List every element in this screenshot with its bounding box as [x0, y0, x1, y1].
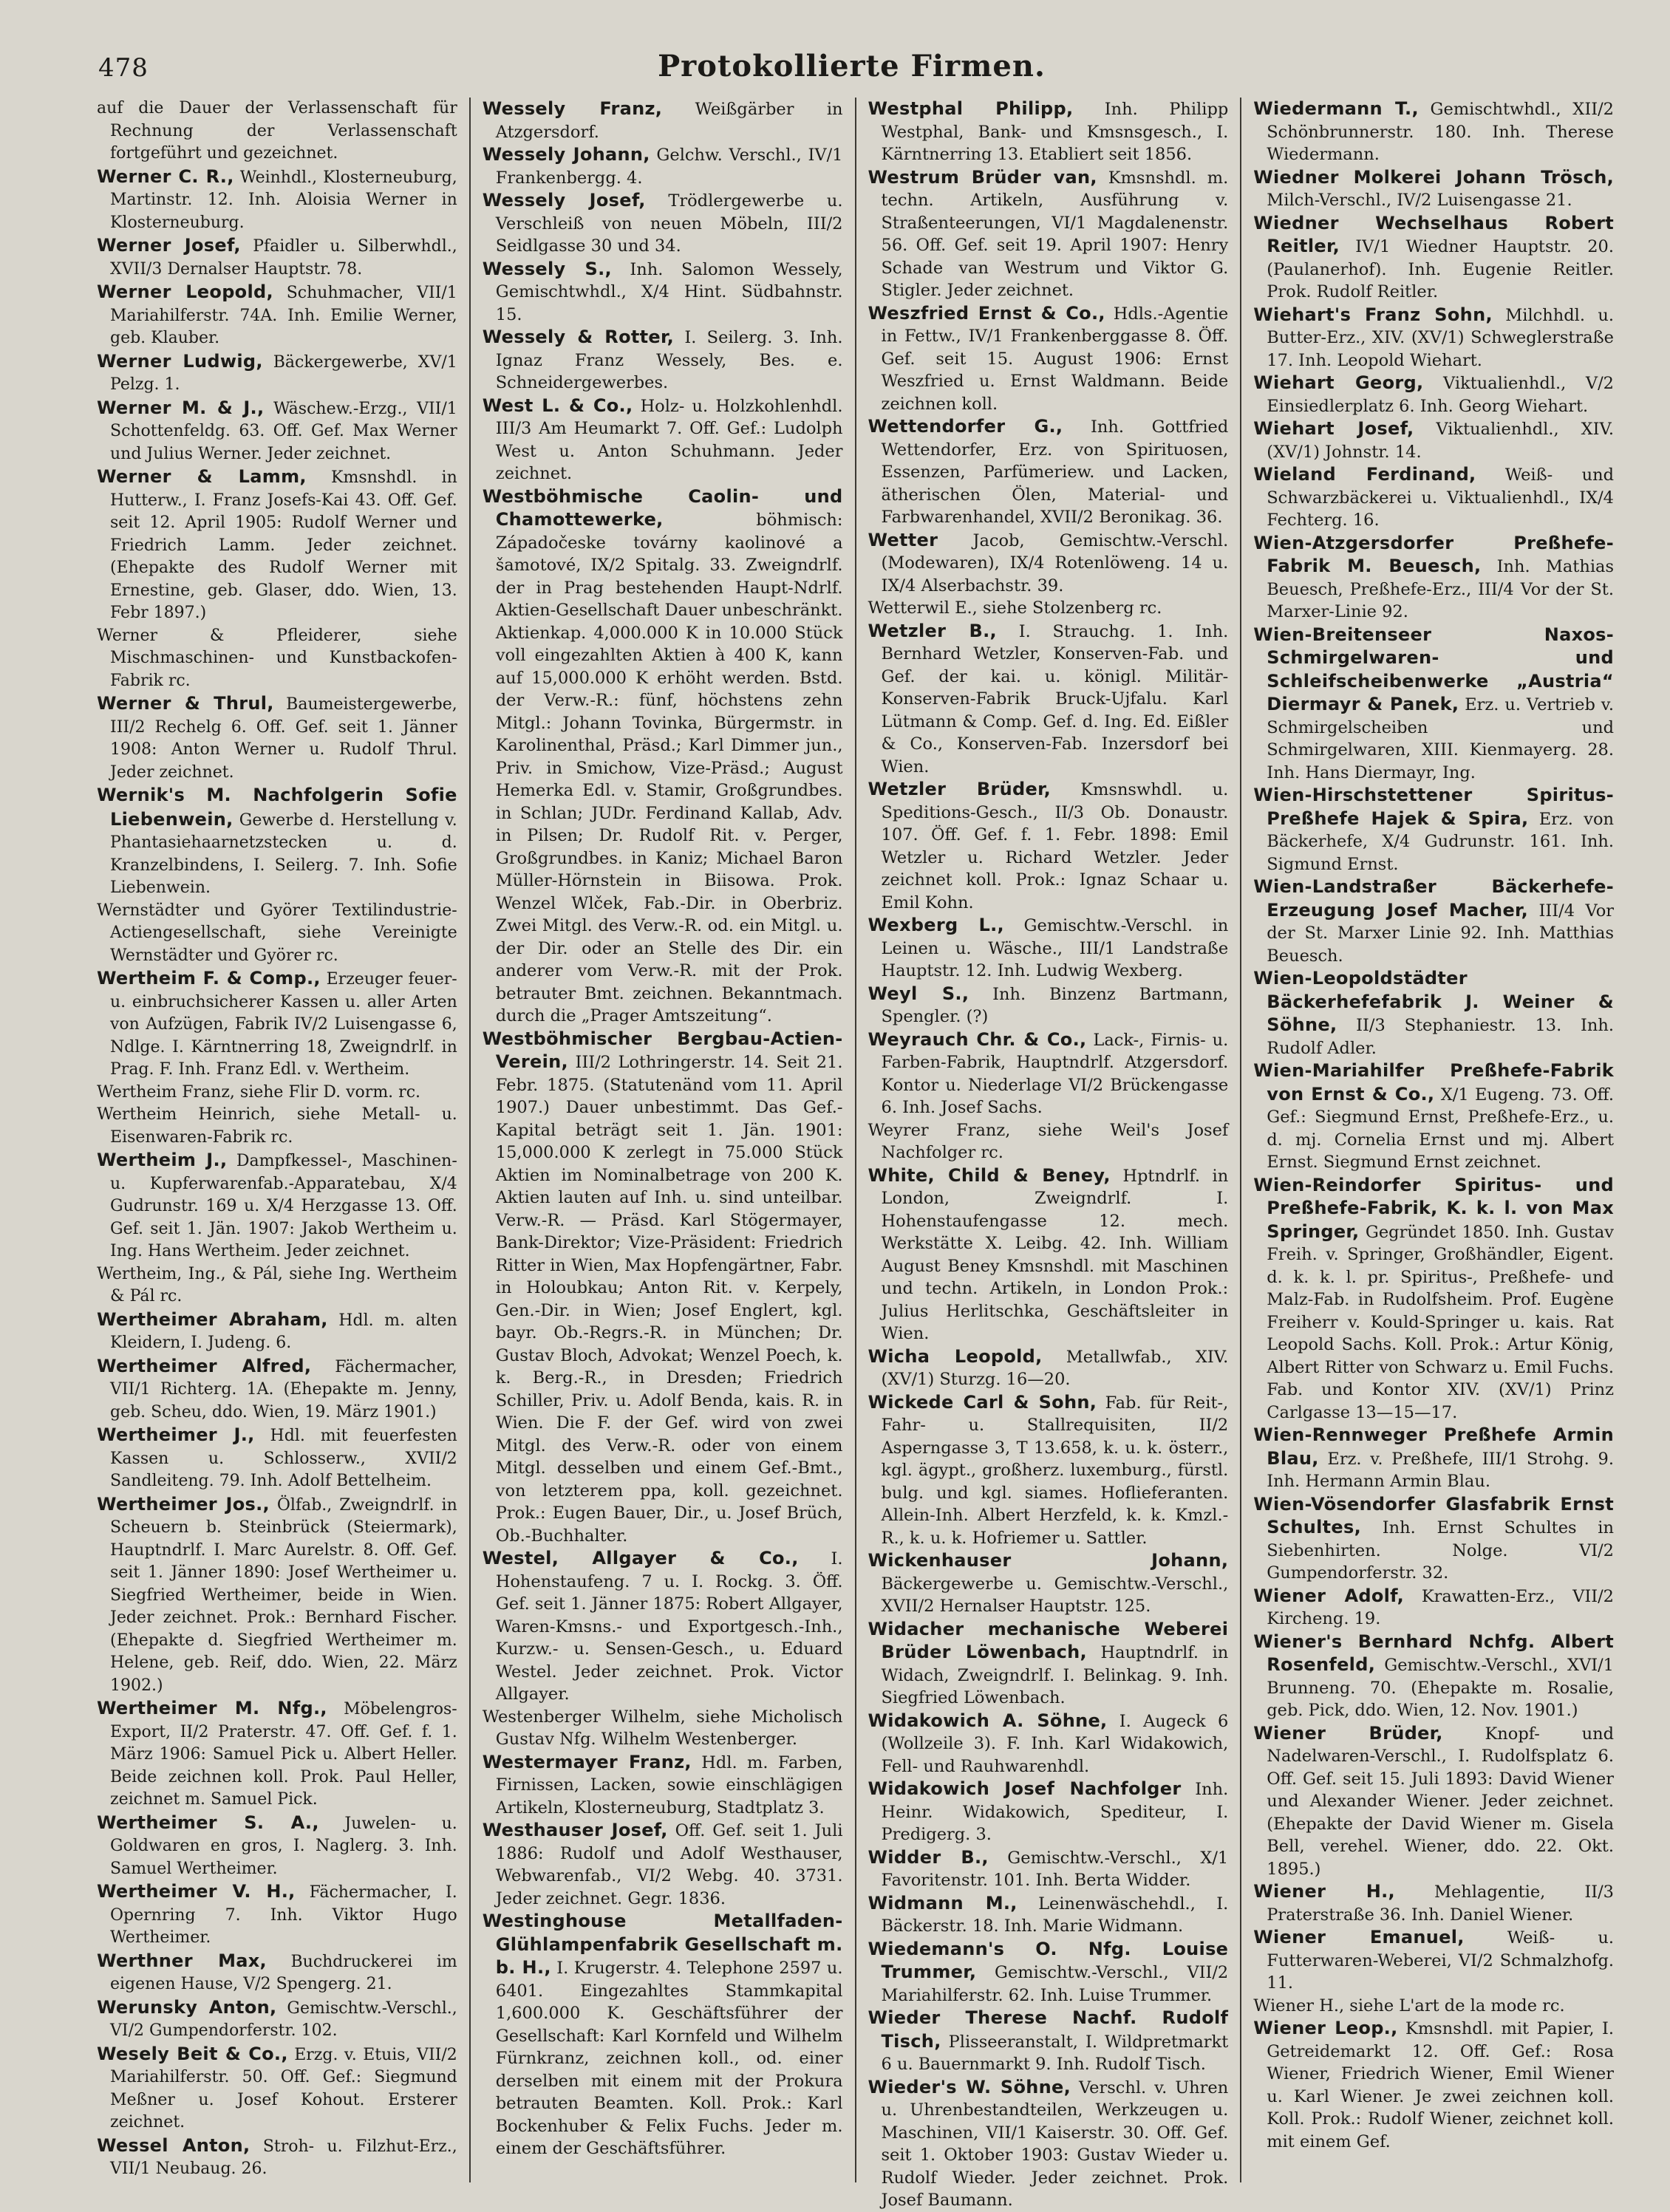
directory-entry [868, 1028, 1229, 1119]
firm-name: Wiener Adolf, [1253, 1585, 1405, 1606]
directory-entry [868, 983, 1229, 1028]
directory-entry [97, 350, 457, 397]
firm-name: Werner Leopold, [97, 281, 273, 302]
firm-name: Wertheimer S. A., [97, 1812, 319, 1833]
directory-entry [1253, 2017, 1614, 2153]
directory-columns [85, 98, 1626, 2210]
firm-details: I. Hohenstaufeng. 7 u. I. Rockg. 3. Öff. Gef. seit 1. Jänner 1875: Robert Allgayer, Waren-Kmsns.- und Exportgesch.-Inh., Kurzw.- u. Sensen-Gesch., u. Eduard Westel. Jeder zeichnet. Prok. Victor Allgayer. [495, 1549, 843, 1704]
directory-entry [1253, 1880, 1614, 1926]
directory-entry [1253, 784, 1614, 875]
firm-name: Wiener H., [1253, 1881, 1395, 1902]
directory-entry [1253, 967, 1614, 1059]
firm-name: Wetter [868, 529, 938, 550]
firm-name: Wertheimer Abraham, [97, 1308, 328, 1330]
directory-entry [483, 326, 843, 395]
firm-name: Wertheimer M. Nfg., [97, 1698, 327, 1718]
firm-details: III/4 Vor der St. Marxer Linie 92. Inh. Matthias Beuesch. [1267, 901, 1615, 966]
firm-details: Gegründet 1850. Inh. Gustav Freih. v. Springer, Großhändler, Eigent. d. k. k. l. pr. Spiritus-, Preßhefe- und Malz-Fab. in Rudolfsheim. Prof. Eugène Freiherr v. Kould-Springer u. kais. Rat Leopold Sachs. Koll. Prok.: Artur König, Albert Ritter von Schwarz u. Emil Fuchs. Fab. und Kontor XIV. (XV/1) Prinz Carlgasse 13—15—17. [1267, 1222, 1614, 1422]
firm-details: Weyrer Franz, siehe Weil's Josef Nachfolger rc. [868, 1120, 1229, 1162]
firm-details: Gelchw. Verschl., IV/1 Frankenbergg. 4. [495, 146, 843, 188]
firm-details: Juwelen- u. Goldwaren en gros, I. Naglerg. 3. Inh. Samuel Wertheimer. [110, 1814, 457, 1878]
firm-details: Knopf- und Nadelwaren-Verschl., I. Rudolfsplatz 6. Off. Gef. seit 15. Juli 1893: David Wiener und Alexander Wiener. Jeder zeichnet. (Ehepakte der David Wiener m. Gisela Bell, verehel. Wiener, ddo. 22. Okt. 1895.) [1267, 1724, 1614, 1879]
directory-entry [1253, 1493, 1614, 1585]
firm-name: Wiener Leop., [1253, 2018, 1398, 2038]
firm-details: Inh. Heinr. Widakowich, Spediteur, I. Predigerg. 3. [881, 1780, 1229, 1844]
firm-details: Wertheim Franz, siehe Flir D. vorm. rc. [97, 1082, 421, 1102]
firm-name: Widmann M., [868, 1892, 1018, 1914]
directory-entry [868, 415, 1229, 529]
firm-details: Schuhmacher, VII/1 Mariahilferstr. 74A. Inh. Emilie Werner, geb. Klauber. [110, 284, 457, 347]
firm-name: Westinghouse Metallfaden-Glühlampenfabrik Gesellschaft m. b. H., [482, 1911, 843, 1978]
firm-name: Wertheimer Jos., [97, 1493, 270, 1515]
firm-details: I. Strauchg. 1. Inh. Bernhard Wetzler, Konserven-Fab. und Gef. der kai. u. königl. Militär-Konserven-Fabrik Bruck-Ujfalu. Karl Lütmann & Comp. Gef. d. Ing. Ed. Eißler & Co., Konserven-Fab. Inzersdorf bei Wien. [881, 621, 1229, 776]
directory-entry [97, 234, 457, 281]
firm-name: Wessely Franz, [482, 98, 663, 119]
directory-entry [868, 1345, 1229, 1391]
firm-details: X/1 Eugeng. 73. Off. Gef.: Siegmund Ernst, Preßhefe-Erz., u. d. mj. Cornelia Ernst und mj. Albert Ernst. Siegmund Ernst zeichnet. [1267, 1085, 1614, 1172]
firm-details: I. Seilerg. 3. Inh. Ignaz Franz Wessely, Bes. e. Schneidergewerbes. [495, 328, 843, 392]
firm-name: Wertheimer Alfred, [97, 1355, 312, 1376]
directory-entry [868, 2007, 1229, 2076]
directory-entry [1253, 463, 1614, 532]
directory-entry [97, 1355, 457, 1424]
directory-entry [1253, 1585, 1614, 1631]
directory-entry [868, 778, 1229, 914]
directory-entry [1253, 1926, 1614, 1995]
firm-name: Widakowich Josef Nachfolger [868, 1778, 1182, 1799]
firm-details: IV/1 Wiedner Hauptstr. 20. (Paulanerhof). Inh. Eugenie Reitler. Prok. Rudolf Reitler. [1267, 237, 1614, 301]
directory-entry [97, 1263, 457, 1308]
directory-entry [97, 625, 457, 693]
firm-name: Wiehart Georg, [1253, 372, 1424, 393]
directory-entry [97, 1812, 457, 1881]
firm-name: Wiedemann's O. Nfg. Louise Trummer, [868, 1938, 1229, 1982]
firm-name: Wien-Reindorfer Spiritus- und Preßhefe-Fabrik, K. k. l. von Max Springer, [1253, 1174, 1614, 1242]
directory-entry [1253, 1722, 1614, 1881]
firm-details: Trödlergewerbe u. Verschleiß von neuen Möbeln, III/2 Seidlgasse 30 und 34. [495, 191, 843, 256]
firm-details: Inh. Mathias Beuesch, Preßhefe-Erz., III/4 Vor der St. Marxer-Linie 92. [1267, 557, 1614, 621]
firm-details: Off. Gef. seit 1. Juli 1886: Rudolf und Adolf Westhauser, Webwarenfab., VI/2 Webg. 40. 3731. Jeder zeichnet. Gegr. 1836. [495, 1821, 843, 1908]
directory-entry [97, 281, 457, 350]
directory-entry [97, 900, 457, 968]
firm-details: II/3 Stephaniestr. 13. Inh. Rudolf Adler. [1267, 1016, 1614, 1058]
firm-details: Bäckergewerbe, XV/1 Pelzg. 1. [110, 352, 457, 394]
firm-details: Leinenwäschehdl., I. Bäckerstr. 18. Inh. Marie Widmann. [881, 1894, 1229, 1936]
firm-details: Wertheim Heinrich, siehe Metall- u. Eisenwaren-Fabrik rc. [97, 1105, 457, 1147]
firm-name: Wieland Ferdinand, [1253, 464, 1476, 485]
firm-name: Wien-Mariahilfer Preßhefe-Fabrik von Ernst & Co., [1253, 1060, 1614, 1105]
column-3 [856, 98, 1242, 2210]
firm-details: Mehlagentie, II/3 Praterstraße 36. Inh. Daniel Wiener. [1267, 1882, 1614, 1925]
directory-entry [868, 1710, 1229, 1778]
firm-name: Wetzler Brüder, [868, 779, 1052, 799]
firm-details: Inh. Gottfried Wettendorfer, Erz. von Spirituosen, Essenzen, Parfümeriew. und Lacken, ätherischen Ölen, Material- und Farbwarenhandel, XVII/2 Beronikag. 36. [881, 417, 1229, 527]
firm-details: Kmsnshdl. m. techn. Artikeln, Ausführung v. Straßenteerungen, VI/1 Magdalenenstr. 56. Off. Gef. seit 19. April 1907: Henry Schade van Westrum und Viktor G. Stigler. Jeder zeichnet. [881, 168, 1229, 300]
firm-name: Wien-Atzgersdorfer Preßhefe-Fabrik M. Beuesch, [1253, 532, 1614, 576]
directory-entry [868, 1391, 1229, 1550]
firm-name: White, Child & Beney, [868, 1164, 1111, 1186]
firm-details: Krawatten-Erz., VII/2 Kircheng. 19. [1267, 1586, 1614, 1628]
firm-name: Wien-Rennweger Preßhefe Armin Blau, [1253, 1424, 1614, 1469]
firm-details: Holz- u. Holzkohlenhdl. III/3 Am Heumarkt 7. Off. Gef.: Ludolph West u. Anton Schuhmann. Jeder zeichnet. [495, 396, 843, 483]
page-title: Protokollierte Firmen. [658, 49, 1046, 83]
firm-details: Erz. v. Preßhefe, III/1 Strohg. 9. Inh. Hermann Armin Blau. [1267, 1449, 1615, 1491]
firm-name: Wien-Hirschstettener Spiritus-Preßhefe Hajek & Spira, [1253, 785, 1614, 829]
directory-entry [97, 1950, 457, 1996]
directory-entry [97, 1308, 457, 1355]
directory-entry [97, 1996, 457, 2043]
firm-name: Westel, Allgayer & Co., [482, 1548, 799, 1568]
firm-details: Verschl. v. Uhren u. Uhrenbestandteilen, Werkzeugen u. Maschinen, VII/1 Kaiserstr. 30. Off. Gef. seit 1. Oktober 1903: Gustav Wieder u. Rudolf Wieder. Jeder zeichnet. Prok. Josef Baumann. [881, 2078, 1229, 2210]
directory-entry [1253, 875, 1614, 967]
firm-name: Wien-Vösendorfer Glasfabrik Ernst Schultes, [1253, 1493, 1614, 1537]
directory-entry [97, 1493, 457, 1698]
directory-entry [483, 1819, 843, 1910]
firm-details: Werner & Pfleiderer, siehe Mischmaschinen- und Kunstbackofen-Fabrik rc. [97, 626, 457, 690]
directory-entry [97, 465, 457, 625]
page-number: 478 [98, 53, 149, 83]
firm-details: Kmsnshdl. mit Papier, I. Getreidemarkt 12. Off. Gef.: Rosa Wiener, Friedrich Wiener, Emil Wiener u. Karl Wiener. Je zwei zeichnen koll. Koll. Prok.: Rudolf Wiener, zeichnet koll. mit einem Gef. [1267, 2019, 1615, 2151]
firm-name: Wien-Landstraßer Bäckerhefe-Erzeugung Josef Macher, [1253, 876, 1614, 921]
directory-entry [483, 1706, 843, 1751]
firm-name: Wessely S., [482, 258, 612, 279]
firm-name: Wertheim F. & Comp., [97, 968, 321, 989]
firm-name: Werner Ludwig, [97, 350, 263, 372]
firm-details: Fächermacher, I. Opernring 7. Inh. Viktor Hugo Wertheimer. [110, 1883, 457, 1947]
directory-entry [1253, 624, 1614, 785]
directory-entry [868, 1846, 1229, 1892]
firm-details: Kmsnshdl. in Hutterw., I. Franz Josefs-Kai 43. Off. Gef. seit 12. April 1905: Rudolf Werner und Friedrich Lamm. Jeder zeichnet. (Ehepakte des Rudolf Werner mit Ernestine, geb. Glaser, ddo. Wien, 13. Febr 1897.) [110, 468, 457, 622]
firm-name: Werunsky Anton, [97, 1996, 277, 2018]
directory-entry [868, 620, 1229, 779]
firm-details: Plisseeranstalt, I. Wildpretmarkt 6 u. Bauernmarkt 9. Inh. Rudolf Tisch. [881, 2032, 1229, 2074]
firm-name: Wieder Therese Nachf. Rudolf Tisch, [868, 2007, 1229, 2052]
directory-entry [868, 2076, 1229, 2212]
firm-name: Wiedner Molkerei Johann Trösch, [1253, 166, 1614, 188]
directory-entry [1253, 1995, 1614, 2018]
directory-entry [868, 1164, 1229, 1345]
directory-entry [97, 784, 457, 900]
directory-entry [483, 258, 843, 327]
directory-entry [97, 165, 457, 235]
firm-name: Werner & Lamm, [97, 466, 307, 487]
firm-details: Hdls.-Agentie in Fettw., IV/1 Frankenberggasse 8. Öff. Gef. seit 15. August 1906: Ernst Weszfried u. Ernst Waldmann. Beide zeichnen koll. [881, 304, 1229, 414]
firm-details: Weinhdl., Klosterneuburg, Martinstr. 12. Inh. Aloisia Werner in Klosterneuburg. [110, 168, 457, 232]
firm-details: Hdl. m. alten Kleidern, I. Judeng. 6. [110, 1311, 457, 1352]
firm-details: Inh. Ernst Schultes in Siebenhirten. Nolge. VI/2 Gumpendorferstr. 32. [1267, 1518, 1614, 1583]
firm-details: Wetterwil E., siehe Stolzenberg rc. [868, 598, 1162, 618]
page-header [85, 38, 1618, 98]
firm-name: Wesely Beit & Co., [97, 2043, 288, 2064]
firm-details: Gemischtw.-Verschl., VI/2 Gumpendorferstr. 102. [110, 1998, 457, 2040]
directory-entry [97, 1082, 457, 1105]
firm-details: Weiß- u. Futterwaren-Weberei, VI/2 Schmalzhofg. 11. [1267, 1928, 1615, 1993]
directory-entry [1253, 372, 1614, 417]
firm-name: Weszfried Ernst & Co., [868, 302, 1105, 324]
firm-name: Wessely & Rotter, [482, 327, 675, 347]
directory-entry [97, 1149, 457, 1263]
firm-name: Westrum Brüder van, [868, 166, 1097, 188]
directory-entry [97, 1104, 457, 1149]
directory-entry [97, 2043, 457, 2134]
directory-entry [483, 189, 843, 258]
directory-entry [97, 1424, 457, 1493]
directory-entry [868, 529, 1229, 598]
firm-details: Milch-Verschl., IV/2 Luisengasse 21. [1267, 191, 1572, 210]
directory-entry [868, 1938, 1229, 2007]
firm-name: Wertheimer J., [97, 1424, 255, 1445]
firm-name: Wessely Johann, [482, 144, 650, 165]
firm-details: I. Krugerstr. 4. Telephone 2597 u. 6401. Eingezahltes Stammkapital 1,600.000 K. Geschäftsführer der Gesellschaft: Karl Kornfeld und Wilhelm Fürnkranz, zeichnen koll., od. einer derselben mit einem mit der Prokura betrauten Beamten. Koll. Prok.: Karl Bockenhuber & Felix Fuchs. Jeder m. einem der Geschäftsführer. [495, 1959, 843, 2158]
firm-details: Hptndrlf. in London, Zweigndrlf. I. Hohenstaufengasse 12. mech. Werkstätte X. Leibg. 42. Inh. William August Beney Kmsnshdl. mit Maschinen und techn. Artikeln, in London Prok.: Julius Herlitschka, Geschäftsleiter in Wien. [881, 1166, 1229, 1343]
firm-details: Pfaidler u. Silberwhdl., XVII/3 Dernalser Hauptstr. 78. [110, 237, 457, 279]
firm-details: Stroh- u. Filzhut-Erz., VII/1 Neubaug. 26. [110, 2137, 457, 2178]
firm-details: Lack-, Firnis- u. Farben-Fabrik, Hauptndrlf. Atzgersdorf. Kontor u. Niederlage VI/2 Brückengasse 6. Inh. Josef Sachs. [881, 1030, 1229, 1117]
firm-name: Wiener Emanuel, [1253, 1927, 1465, 1948]
firm-details: Erzeuger feuer- u. einbruchsicherer Kassen u. aller Arten von Aufzügen, Fabrik IV/2 Luisengasse 6, Ndlge. I. Kärntnerring 18, Zweigndrlf. in Prag. F. Inh. Franz Edl. v. Wertheim. [110, 970, 457, 1079]
firm-name: Wessely Josef, [482, 190, 646, 211]
firm-name: Westhauser Josef, [482, 1820, 668, 1840]
firm-name: Wien-Leopoldstädter Bäckerhefefabrik J. Weiner & Söhne, [1253, 968, 1614, 1035]
firm-details: Erz. von Bäckerhefe, X/4 Gudrunstr. 161. Inh. Sigmund Ernst. [1267, 809, 1615, 874]
firm-details: Metallwfab., XIV. (XV/1) Sturzg. 16—20. [881, 1347, 1229, 1389]
firm-name: Wiener's Bernhard Nchfg. Albert Rosenfeld, [1253, 1631, 1614, 1675]
firm-name: Werner M. & J., [97, 397, 265, 418]
firm-name: Widakowich A. Söhne, [868, 1710, 1108, 1731]
firm-name: Wieder's W. Söhne, [868, 2076, 1071, 2097]
directory-entry [97, 2134, 457, 2181]
directory-entry [483, 1547, 843, 1706]
firm-name: Wernik's M. Nachfolgerin Sofie Liebenwein, [97, 785, 457, 830]
directory-entry [1253, 1424, 1614, 1493]
directory-entry [868, 98, 1229, 166]
firm-details: Wertheim, Ing., & Pál, siehe Ing. Wertheim & Pál rc. [97, 1264, 457, 1305]
firm-details: Gewerbe d. Herstellung v. Phantasiehaarnetzstecken u. d. Kranzelbindens, I. Seilerg. 7. Inh. Sofie Liebenwein. [110, 810, 457, 897]
firm-details: I. Augeck 6 (Wollzeile 3). F. Inh. Karl Widakowich, Fell- und Rauhwarenhdl. [881, 1711, 1229, 1776]
firm-name: West L. & Co., [482, 395, 633, 416]
firm-name: Wettendorfer G., [868, 416, 1063, 437]
directory-entry [1253, 304, 1614, 372]
firm-details: Weißgärber in Atzgersdorf. [495, 100, 843, 142]
firm-name: Weyl S., [868, 983, 969, 1004]
firm-name: Wickede Carl & Sohn, [868, 1391, 1097, 1413]
directory-entry [483, 143, 843, 189]
directory-entry [868, 1119, 1229, 1164]
firm-name: Wexberg L., [868, 915, 1004, 935]
firm-details: Gemischtw.-Verschl. in Leinen u. Wäsche., III/1 Landstraße Hauptstr. 12. Inh. Ludwig Wexberg. [881, 916, 1229, 980]
firm-name: Wiehart's Franz Sohn, [1253, 304, 1493, 325]
directory-entry [483, 485, 843, 1028]
column-1 [85, 98, 471, 2182]
firm-name: Wessel Anton, [97, 2134, 250, 2156]
directory-entry [483, 1028, 843, 1548]
directory-entry [483, 395, 843, 485]
firm-details: Inh. Philipp Westphal, Bank- und Kmsnsgesch., I. Kärntnerring 13. Etabliert seit 1856. [881, 100, 1229, 164]
directory-entry [868, 914, 1229, 983]
directory-entry [1253, 417, 1614, 463]
firm-details: Viktualienhdl., V/2 Einsiedlerplatz 6. Inh. Georg Wiehart. [1267, 374, 1614, 416]
firm-name: Wien-Breitenseer Naxos-Schmirgelwaren- und Schleifscheibenwerke „Austria“ Diermayr & Panek, [1253, 624, 1614, 714]
directory-entry [1253, 166, 1614, 212]
firm-details: Inh. Binzenz Bartmann, Spengler. (?) [881, 984, 1229, 1026]
directory-entry [868, 597, 1229, 620]
firm-details: auf die Dauer der Verlassenschaft für Rechnung der Verlassenschaft fortgeführt und gezeichnet. [97, 99, 457, 163]
firm-details: Kmsnswhdl. u. Speditions-Gesch., II/3 Ob. Donaustr. 107. Öff. Gef. f. 1. Febr. 1898: Emil Wetzler u. Richard Wetzler. Jeder zeichnet koll. Prok.: Ignaz Schaar u. Emil Kohn. [881, 780, 1229, 912]
firm-details: Jacob, Gemischtw.-Verschl. (Modewaren), IX/4 Rotenlöweng. 14 u. IX/4 Alserbachstr. 39. [881, 530, 1229, 595]
directory-entry [97, 692, 457, 784]
firm-details: Wiener H., siehe L'art de la mode rc. [1253, 1996, 1565, 2015]
firm-name: Wicha Leopold, [868, 1345, 1043, 1367]
firm-name: Westböhmische Caolin- und Chamottewerke, [482, 485, 843, 530]
directory-entry [97, 1880, 457, 1950]
firm-details: Inh. Salomon Wessely, Gemischtwhdl., X/4 Hint. Südbahnstr. 15. [495, 259, 843, 324]
directory-entry [868, 302, 1229, 416]
firm-name: Wetzler B., [868, 620, 997, 641]
firm-name: Werner & Thrul, [97, 693, 274, 714]
firm-name: Widacher mechanische Weberei Brüder Löwenbach, [868, 1618, 1229, 1662]
directory-entry [868, 166, 1229, 302]
firm-details: Weiß- und Schwarzbäckerei u. Viktualienhdl., IX/4 Fechterg. 16. [1267, 465, 1614, 530]
directory-entry [868, 1778, 1229, 1846]
directory-entry [97, 1697, 457, 1812]
firm-name: Wiedner Wechselhaus Robert Reitler, [1253, 212, 1614, 256]
firm-details: Baumeistergewerbe, III/2 Rechelg 6. Off. Gef. seit 1. Jänner 1908: Anton Werner u. Rudolf Thrul. Jeder zeichnet. [110, 695, 457, 782]
directory-entry [1253, 1059, 1614, 1174]
firm-details: Erz. u. Vertrieb v. Schmirgelscheiben und Schmirgelwaren, XIII. Kienmayerg. 28. Inh. Hans Diermayr, Ing. [1267, 695, 1615, 782]
firm-name: Widder B., [868, 1846, 989, 1868]
firm-name: Wertheimer V. H., [97, 1881, 296, 1902]
directory-entry [483, 98, 843, 143]
column-4 [1241, 98, 1626, 2182]
firm-details: Dampfkessel-, Maschinen- u. Kupferwarenfab.-Apparatebau, X/4 Gudrunstr. 169 u. X/4 Herzgasse 13. Off. Gef. seit 1. Jän. 1907: Jakob Wertheim u. Ing. Hans Wertheim. Jeder zeichnet. [110, 1152, 457, 1260]
directory-entry [868, 1618, 1229, 1710]
firm-details: Hdl. m. Farben, Firnissen, Lacken, sowie einschlägigen Artikeln, Klosterneuburg, Stadtplatz 3. [495, 1752, 843, 1817]
directory-entry [483, 1751, 843, 1820]
firm-details: Gemischtw.-Verschl., XVI/1 Brunneng. 70. (Ehepakte m. Rosalie, geb. Pick, ddo. Wien, 12. Nov. 1901.) [1267, 1656, 1614, 1720]
firm-name: Werner C. R., [97, 165, 234, 187]
directory-entry [483, 1910, 843, 2160]
firm-details: Bäckergewerbe u. Gemischtw.-Verschl., XVII/2 Hernalser Hauptstr. 125. [881, 1574, 1229, 1616]
firm-details: Fächermacher, VII/1 Richterg. 1A. (Ehepakte m. Jenny, geb. Scheu, ddo. Wien, 19. März 1901.) [110, 1357, 457, 1421]
firm-details: Hdl. mit feuerfesten Kassen u. Schlosserw., XVII/2 Sandleiteng. 79. Inh. Adolf Bettelheim. [110, 1427, 457, 1490]
firm-details: III/2 Lothringerstr. 14. Seit 21. Febr. 1875. (Statutenänd vom 11. April 1907.) Dauer unbestimmt. Das Gef.-Kapital beträgt seit 1. Jän. 1901: 15,000.000 K zerlegt in 75.000 Stück Aktien im Nominalbetrage von 200 K. Aktien lauten auf Inh. u. sind unteilbar. Verw.-R. — Präsd. Karl Stögermayer, Bank-Direktor; Vize-Präsident: Friedrich Ritter in Wien, Max Hopfengärtner, Fabr. in Holoubkau; Anton Rit. v. Kerpely, Gen.-Dir. in Wien; Josef Englert, kgl. bayr. Ob.-Regrs.-R. in München; Dr. Gustav Bloch, Advokat; Wenzel Poech, k. k. Berg.-R., in Dresden; Friedrich Schiller, Priv. u. Adolf Benda, kais. R. in Wien. Die F. der Gef. wird von zwei Mitgl. des Verw.-R. oder von einem Mitgl. desselben und einem Gef.-Bmt., von letzterem ppa, koll. gezeichnet. Prok.: Eugen Bauer, Dir., u. Josef Brüch, Ob.-Buchhalter. [495, 1053, 843, 1546]
firm-name: Westphal Philipp, [868, 98, 1074, 119]
directory-entry [1253, 532, 1614, 624]
firm-name: Wiedermann T., [1253, 98, 1419, 119]
directory-entry [1253, 1174, 1614, 1424]
firm-details: Hauptndrlf. in Widach, Zweigndrlf. I. Belinkag. 9. Inh. Siegfried Löwenbach. [881, 1643, 1229, 1707]
firm-details: Westenberger Wilhelm, siehe Micholisch Gustav Nfg. Wilhelm Westenberger. [482, 1707, 843, 1749]
column-2 [471, 98, 856, 2182]
directory-entry [97, 397, 457, 466]
directory-entry [1253, 212, 1614, 304]
firm-details: Wäschew.-Erzg., VII/1 Schottenfeldg. 63. Off. Gef. Max Werner und Julius Werner. Jeder zeichnet. [110, 399, 457, 463]
firm-name: Westermayer Franz, [482, 1751, 692, 1772]
directory-entry [1253, 1631, 1614, 1722]
firm-details: Gemischtw.-Verschl., VII/2 Mariahilferstr. 62. Inh. Luise Trummer. [881, 1963, 1229, 2005]
firm-name: Wickenhauser Johann, [868, 1550, 1229, 1571]
directory-entry [868, 1892, 1229, 1938]
firm-name: Werthner Max, [97, 1950, 267, 1971]
firm-details: Gemischtwhdl., XII/2 Schönbrunnerstr. 180. Inh. Therese Wiedermann. [1267, 100, 1615, 164]
firm-name: Werner Josef, [97, 235, 241, 256]
firm-details: Möbelengros-Export, II/2 Praterstr. 47. Off. Gef. f. 1. März 1906: Samuel Pick u. Albert Heller. Beide zeichnen koll. Prok. Paul Heller, zeichnet m. Samuel Pick. [110, 1700, 457, 1809]
firm-details: Buchdruckerei im eigenen Hause, V/2 Spengerg. 21. [110, 1952, 457, 1993]
firm-name: Weyrauch Chr. & Co., [868, 1028, 1087, 1050]
firm-name: Wiener Brüder, [1253, 1722, 1443, 1744]
directory-entry [97, 98, 457, 165]
firm-name: Wiehart Josef, [1253, 418, 1414, 439]
firm-name: Westböhmischer Bergbau-Actien-Verein, [482, 1028, 843, 1072]
firm-details: Wernstädter und Györer Textilindustrie-Actiengesellschaft, siehe Vereinigte Wernstädter und Györer rc. [97, 901, 457, 965]
directory-entry [868, 1549, 1229, 1618]
directory-entry [1253, 98, 1614, 166]
firm-details: Milchhdl. u. Butter-Erz., XIV. (XV/1) Schweglerstraße 17. Inh. Leopold Wiehart. [1267, 305, 1614, 370]
firm-details: Erzg. v. Etuis, VII/2 Mariahilferstr. 50. Off. Gef.: Siegmund Meßner u. Josef Kohout. Ersterer zeichnet. [110, 2045, 457, 2131]
firm-details: Fab. für Reit-, Fahr- u. Stallrequisiten, II/2 Asperngasse 3, T 13.658, k. u. k. österr., kgl. ägypt., großherz. luxemburg., fürstl. bulg. und kgl. siames. Hoflieferanten. Allein-Inh. Albert Herzfeld, k. k. Kmzl.-R., k. u. k. Hofriemer u. Sattler. [881, 1393, 1229, 1548]
firm-name: Wertheim J., [97, 1150, 228, 1170]
firm-details: Viktualienhdl., XIV. (XV/1) Johnstr. 14. [1267, 420, 1614, 462]
firm-details: Gemischtw.-Verschl., X/1 Favoritenstr. 101. Inh. Berta Widder. [881, 1848, 1229, 1890]
firm-details: Ölfab., Zweigndrlf. in Scheuern b. Steinbrück (Steiermark), Hauptndrlf. I. Marc Aurelstr. 8. Off. Gef. seit 1. Jänner 1890: Josef Wertheimer u. Siegfried Wertheimer, beide in Wien. Jeder zeichnet. Prok.: Bernhard Fischer. (Ehepakte d. Siegfried Wertheimer m. Helene, geb. Reif, ddo. Wien, 22. März 1902.) [110, 1495, 457, 1695]
directory-entry [97, 967, 457, 1082]
firm-details: böhmisch: Západočeske továrny kaolinové a šamotové, IX/2 Spitalg. 33. Zweigndrlf. der in Prag bestehenden Haupt-Ndrlf. Aktien-Gesellschaft Dauer unbeschränkt. Aktienkap. 4,000.000 K in 10.000 Stück voll eingezahlten Aktien à 400 K, kann auf 15,000.000 K erhöht werden. Bstd. der Verw.-R.: fünf, höchstens zehn Mitgl.: Johann Tovinka, Bürgermstr. in Karolinenthal, Präsd.; Karl Dimmer jun., Priv. in Smichow, Vize-Präsd.; August Hemerka Edl. v. Stamir, Großgrundbes. in Schlan; JUDr. Ferdinand Kallab, Adv. in Pilsen; Dr. Rudolf Rit. v. Perger, Großgrundbes. in Kaniz; Michael Baron Müller-Hörnstein in Biisowa. Prok. Wenzel Wlček, Fab.-Dir. in Oberbriz. Zwei Mitgl. des Verw.-R. od. ein Mitgl. u. der Dir. oder an Stelle des Dir. ein anderer vom Verw.-R. mit der Prok. betrauter Bmt. zeichnen. Bekanntmach. durch die „Prager Amtszeitung“. [495, 511, 843, 1025]
